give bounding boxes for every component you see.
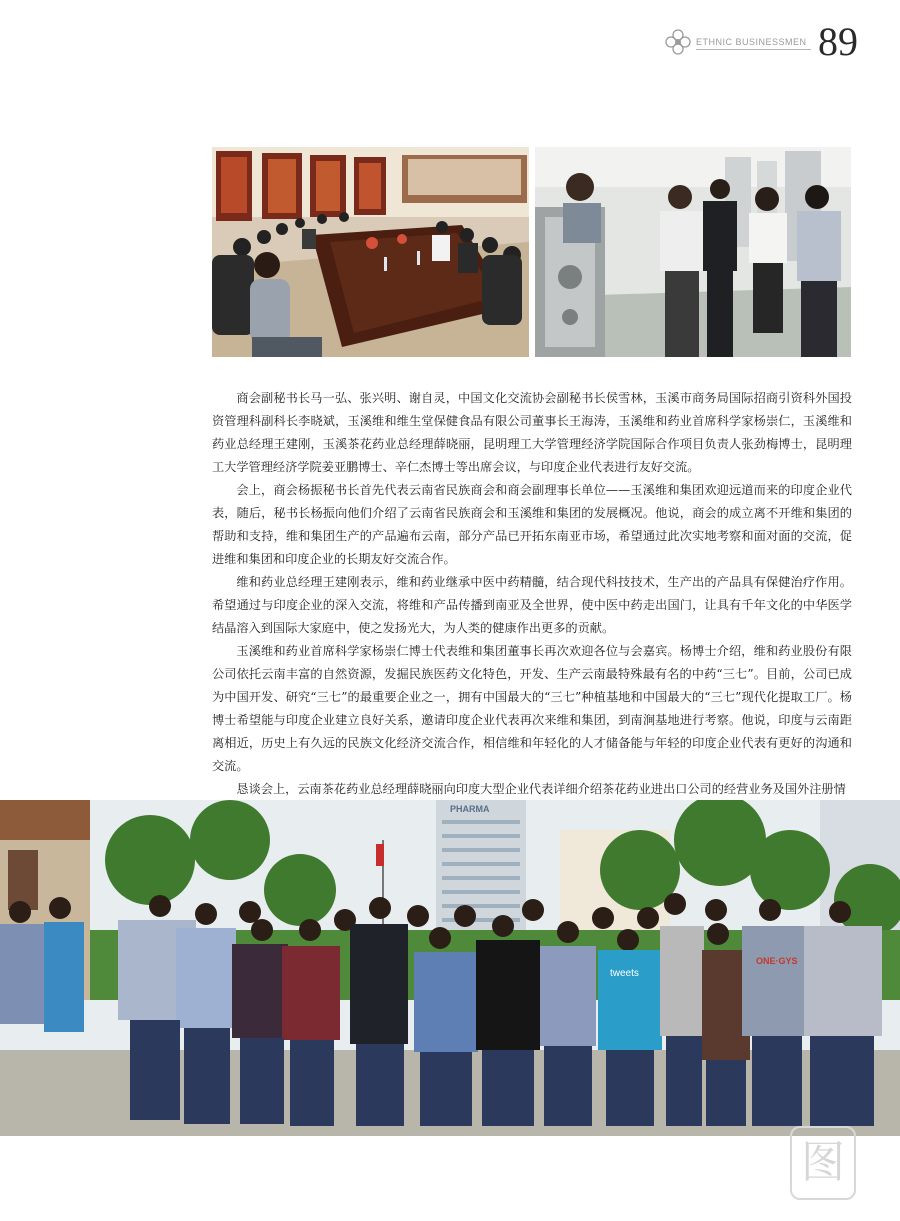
article-paragraph-3: 维和药业总经理王建刚表示，维和药业继承中医中药精髓，结合现代科技技术，生产出的产品具有保健治疗作用。希望通过与印度企业的深入交流，将维和产品传播到南亚及全世界，使中医中药走出国门，让具有千年文化的中华医学结晶溶入到国际大家庭中，使之发扬光大，为人类的健康作出更多的贡献。 (212, 575, 852, 635)
tshirt-print-2: tweets (610, 968, 639, 979)
watermark-logo: 图 (790, 1126, 856, 1200)
building-sign: PHARMA (450, 804, 490, 814)
article-paragraph-2: 会上，商会杨振秘书长首先代表云南省民族商会和商会副理事长单位——玉溪维和集团欢迎远道而来的印度企业代表，随后，秘书长杨振向他们介绍了云南省民族商会和玉溪维和集团的发展概况。他说，商会的成立离不开维和集团的帮助和支持，维和集团生产的产品遍布云南，部分产品已开拓东南亚市场，希望通过此次实地考察和面对面的交流，促进维和集团和印度企业的长期友好交流合作。 (212, 483, 852, 566)
meeting-room-photo (212, 147, 529, 357)
group-photo (0, 800, 900, 1136)
article-paragraph-5: 恳谈会上，云南茶花药业总经理薛晓丽向印度大型企业代表详细介绍茶花药业进出口公司的经营业务及国外注册情 (236, 782, 846, 796)
article-body (212, 387, 852, 801)
header-divider (696, 49, 811, 50)
article-paragraph-4: 玉溪维和药业首席科学家杨崇仁博士代表维和集团董事长再次欢迎各位与会嘉宾。杨博士介绍，维和药业股份有限公司依托云南丰富的自然资源，发掘民族医药文化特色，开发、生产云南最特殊最有名的中药“三七”。目前，公司已成为中国开发、研究“三七”的最重要企业之一，拥有中国最大的“三七”种植基地和中国最大的“三七”现代化提取工厂。杨博士希望能与印度企业建立良好关系，邀请印度企业代表再次来维和集团，到南涧基地进行考察。他说，印度与云南距离相近，历史上有久远的民族文化经济交流合作，相信维和年轻化的人才储备能与年轻的印度企业代表有更好的沟通和交流。 (212, 644, 852, 773)
tshirt-print-1: ONE·GYS (756, 956, 798, 966)
magazine-subtitle: ETHNIC BUSINESSMEN (696, 37, 807, 47)
page-number: 89 (818, 19, 858, 64)
factory-visit-photo (535, 147, 851, 357)
article-paragraph-1: 商会副秘书长马一弘、张兴明、谢自灵，中国文化交流协会副秘书长侯雪林，玉溪市商务局国际招商引资科外国投资管理科副科长李晓斌，玉溪维和维生堂保健食品有限公司董事长王海涛，玉溪维和药业首席科学家杨崇仁，玉溪维和药业总经理王建刚，玉溪茶花药业总经理薛晓丽，昆明理工大学管理经济学院国际合作项目负责人张劲梅博士，昆明理工大学管理经济学院姜亚鹏博士、辛仁杰博士等出席会议，与印度企业代表进行友好交流。 (212, 391, 852, 474)
ornament-icon (664, 28, 692, 56)
page-header (660, 19, 880, 66)
